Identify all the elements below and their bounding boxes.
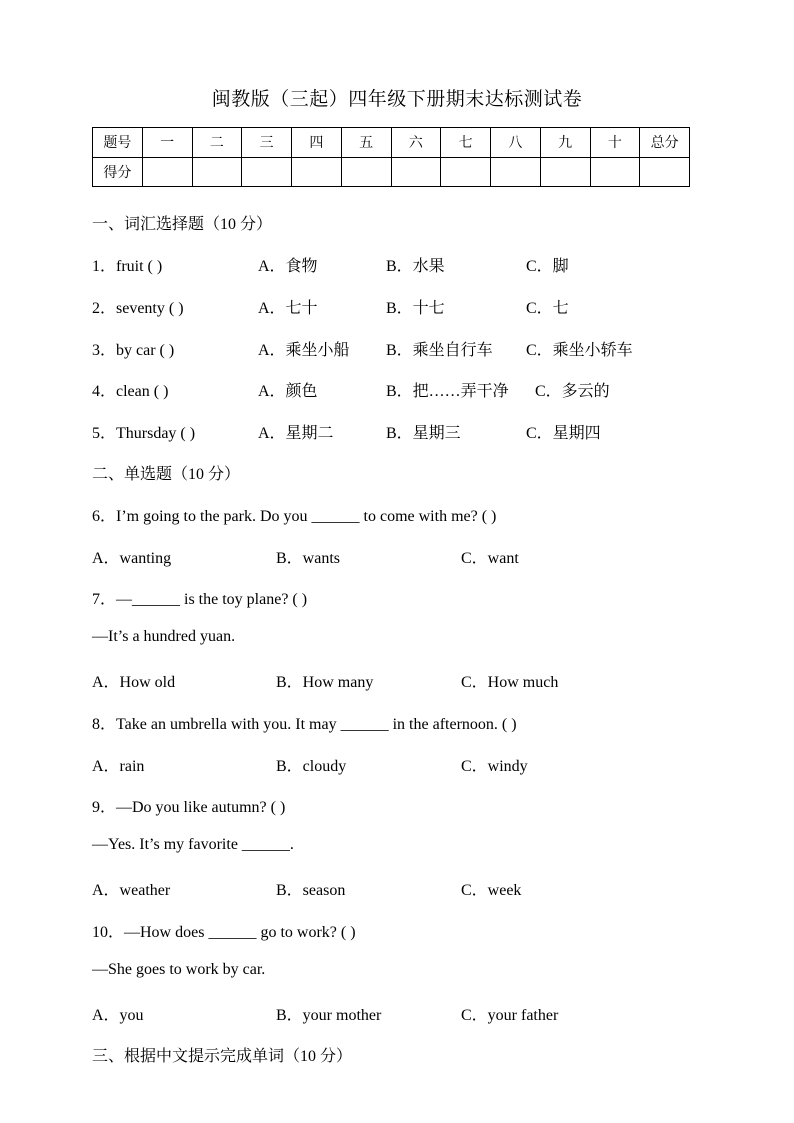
option-b: B．season: [276, 882, 346, 899]
score-header-cell: 七: [441, 128, 491, 158]
section-1-heading: 一、词汇选择题（10 分）: [92, 216, 273, 233]
option-b: B．your mother: [276, 1007, 382, 1024]
option-a: A．rain: [92, 758, 145, 775]
score-row-label: 得分: [93, 157, 143, 187]
mc-question: 8．Take an umbrella with you. It may ______ in the afternoon. ( ): [92, 716, 517, 733]
section-3-heading: 三、根据中文提示完成单词（10 分）: [92, 1048, 353, 1065]
score-cell: [192, 157, 242, 187]
option-a: A．you: [92, 1007, 144, 1024]
option-b: B．水果: [386, 258, 445, 275]
score-cell: [441, 157, 491, 187]
mc-question: 9．—Do you like autumn? ( ): [92, 799, 286, 816]
mc-question: 6．I’m going to the park. Do you ______ to come with me? ( ): [92, 508, 497, 525]
vocab-question: 4．clean ( ): [92, 383, 169, 400]
option-c: C．week: [461, 882, 522, 899]
score-header-cell: 二: [192, 128, 242, 158]
score-cell: [341, 157, 391, 187]
option-c: C．How much: [461, 674, 559, 691]
mc-reply: —Yes. It’s my favorite ______.: [92, 836, 294, 853]
mc-question: 7．—______ is the toy plane? ( ): [92, 591, 308, 608]
score-cell: [491, 157, 541, 187]
option-c: C．七: [526, 300, 569, 317]
option-b: B．星期三: [386, 425, 461, 442]
score-cell: [640, 157, 690, 187]
score-header-cell: 总分: [640, 128, 690, 158]
score-header-cell: 三: [242, 128, 292, 158]
score-cell: [292, 157, 342, 187]
score-table: [92, 127, 690, 187]
score-cell: [590, 157, 640, 187]
option-b: B．乘坐自行车: [386, 342, 493, 359]
option-c: C．want: [461, 550, 519, 567]
page-title: 闽教版（三起）四年级下册期末达标测试卷: [211, 89, 583, 110]
option-b: B．How many: [276, 674, 374, 691]
option-c: C．乘坐小轿车: [526, 342, 633, 359]
score-cell: [242, 157, 292, 187]
option-b: B．wants: [276, 550, 341, 567]
mc-reply: —It’s a hundred yuan.: [92, 628, 236, 645]
score-header-cell: 五: [341, 128, 391, 158]
option-a: A．颜色: [258, 383, 318, 400]
option-a: A．星期二: [258, 425, 334, 442]
option-a: A．乘坐小船: [258, 342, 350, 359]
vocab-question: 2．seventy ( ): [92, 300, 184, 317]
option-a: A．How old: [92, 674, 176, 691]
option-b: B．把……弄干净: [386, 383, 509, 400]
mc-question: 10．—How does ______ go to work? ( ): [92, 924, 356, 941]
option-c: C．your father: [461, 1007, 559, 1024]
vocab-question: 5．Thursday ( ): [92, 425, 196, 442]
option-a: A．七十: [258, 300, 318, 317]
score-table-header-row: [93, 128, 690, 158]
option-a: A．食物: [258, 258, 318, 275]
score-cell: [391, 157, 441, 187]
score-header-cell: 九: [540, 128, 590, 158]
option-c: C．windy: [461, 758, 528, 775]
section-2-heading: 二、单选题（10 分）: [92, 466, 241, 483]
score-header-cell: 四: [292, 128, 342, 158]
score-cell: [540, 157, 590, 187]
option-a: A．wanting: [92, 550, 172, 567]
option-b: B．cloudy: [276, 758, 347, 775]
score-cell: [142, 157, 192, 187]
score-header-cell: 一: [142, 128, 192, 158]
option-c: C．星期四: [526, 425, 601, 442]
score-header-cell: 十: [590, 128, 640, 158]
vocab-question: 1．fruit ( ): [92, 258, 163, 275]
score-table-score-row: [93, 157, 690, 187]
option-a: A．weather: [92, 882, 171, 899]
score-header-cell: 八: [491, 128, 541, 158]
option-c: C．多云的: [535, 383, 610, 400]
option-b: B．十七: [386, 300, 445, 317]
score-header-cell: 六: [391, 128, 441, 158]
option-c: C．脚: [526, 258, 569, 275]
score-header-cell: 题号: [93, 128, 143, 158]
vocab-question: 3．by car ( ): [92, 342, 175, 359]
mc-reply: —She goes to work by car.: [92, 961, 266, 978]
